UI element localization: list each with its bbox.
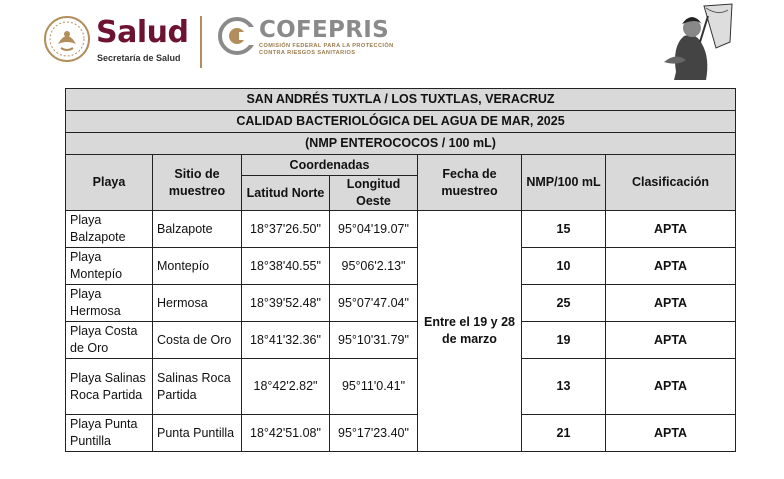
table-title-quality: CALIDAD BACTERIOLÓGICA DEL AGUA DE MAR, 2025 <box>66 111 736 133</box>
cell-sitio: Hermosa <box>153 285 242 322</box>
table-title-unit: (NMP ENTEROCOCOS / 100 mL) <box>66 133 736 155</box>
heroine-flag-illustration <box>656 2 736 82</box>
cell-nmp: 15 <box>522 211 606 248</box>
cell-clasificacion: APTA <box>606 248 736 285</box>
cell-latitud: 18°37'26.50" <box>242 211 330 248</box>
cofepris-logo-text: COFEPRIS <box>259 17 389 43</box>
cell-latitud: 18°42'2.82" <box>242 359 330 415</box>
salud-logo-text: Salud <box>96 15 189 50</box>
header-longitud: Longitud Oeste <box>330 176 418 211</box>
cell-longitud: 95°11'0.41" <box>330 359 418 415</box>
header-sitio: Sitio de muestreo <box>153 155 242 211</box>
cell-longitud: 95°06'2.13" <box>330 248 418 285</box>
table-row <box>66 415 736 452</box>
table-row <box>66 359 736 415</box>
cell-clasificacion: APTA <box>606 415 736 452</box>
header-playa: Playa <box>66 155 153 211</box>
page-header <box>0 0 784 84</box>
cell-longitud: 95°04'19.07" <box>330 211 418 248</box>
cell-nmp: 25 <box>522 285 606 322</box>
cell-playa: Playa Balzapote <box>66 211 153 248</box>
cell-sitio: Salinas Roca Partida <box>153 359 242 415</box>
cell-playa: Playa Costa de Oro <box>66 322 153 359</box>
cell-clasificacion: APTA <box>606 359 736 415</box>
table-row <box>66 285 736 322</box>
header-nmp: NMP/100 mL <box>522 155 606 211</box>
cell-latitud: 18°42'51.08" <box>242 415 330 452</box>
header-divider <box>200 16 202 68</box>
cell-latitud: 18°39'52.48" <box>242 285 330 322</box>
salud-subtitle: Secretaría de Salud <box>97 53 181 63</box>
cell-playa: Playa Salinas Roca Partida <box>66 359 153 415</box>
table-title-location: SAN ANDRÉS TUXTLA / LOS TUXTLAS, VERACRUZ <box>66 89 736 111</box>
cell-fecha-muestreo: Entre el 19 y 28 de marzo <box>418 211 522 452</box>
table-row <box>66 322 736 359</box>
table-row <box>66 211 736 248</box>
mexico-coat-of-arms-icon <box>44 16 90 62</box>
cell-playa: Playa Punta Puntilla <box>66 415 153 452</box>
cell-playa: Playa Hermosa <box>66 285 153 322</box>
cell-nmp: 13 <box>522 359 606 415</box>
cell-clasificacion: APTA <box>606 322 736 359</box>
cell-playa: Playa Montepío <box>66 248 153 285</box>
cell-clasificacion: APTA <box>606 285 736 322</box>
cell-nmp: 19 <box>522 322 606 359</box>
cofepris-subtitle-line1: COMISIÓN FEDERAL PARA LA PROTECCIÓN <box>259 43 394 49</box>
cell-longitud: 95°10'31.79" <box>330 322 418 359</box>
cell-sitio: Punta Puntilla <box>153 415 242 452</box>
header-clasificacion: Clasificación <box>606 155 736 211</box>
cofepris-subtitle-line2: CONTRA RIESGOS SANITARIOS <box>259 50 356 56</box>
header-coordenadas: Coordenadas <box>242 155 418 176</box>
cell-sitio: Montepío <box>153 248 242 285</box>
cell-longitud: 95°07'47.04" <box>330 285 418 322</box>
cell-nmp: 10 <box>522 248 606 285</box>
cell-nmp: 21 <box>522 415 606 452</box>
cell-sitio: Costa de Oro <box>153 322 242 359</box>
cell-sitio: Balzapote <box>153 211 242 248</box>
water-quality-table <box>65 88 736 452</box>
cell-latitud: 18°41'32.36" <box>242 322 330 359</box>
cell-longitud: 95°17'23.40" <box>330 415 418 452</box>
cell-latitud: 18°38'40.55" <box>242 248 330 285</box>
header-latitud: Latitud Norte <box>242 176 330 211</box>
table-row <box>66 248 736 285</box>
cell-clasificacion: APTA <box>606 211 736 248</box>
header-fecha: Fecha de muestreo <box>418 155 522 211</box>
cofepris-logo-icon <box>218 17 256 55</box>
